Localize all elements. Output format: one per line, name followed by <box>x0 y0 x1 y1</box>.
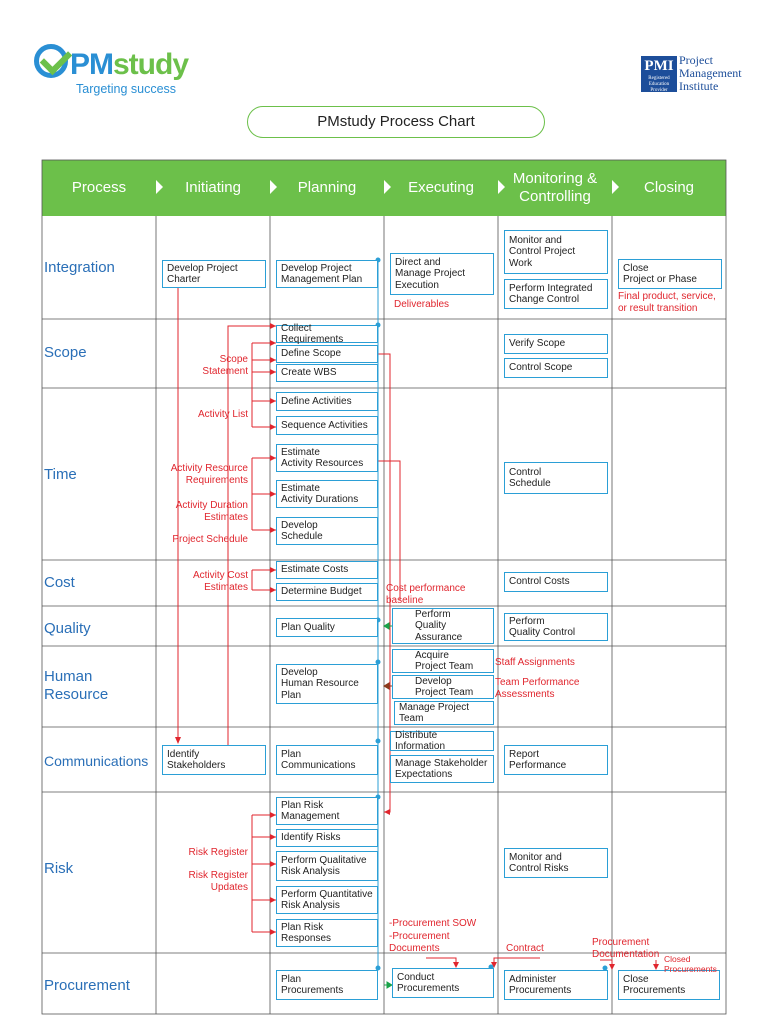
label-risk-register-updates: Risk Register Updates <box>188 870 248 893</box>
pmi-line-2: Management <box>679 66 742 80</box>
area-risk: Risk <box>44 860 74 877</box>
box-conduct-procurements: Conduct Procurements <box>392 968 494 998</box>
label-final-product: Final product, service, or result transition <box>618 291 716 314</box>
box-plan-risk-responses: Plan Risk Responses <box>276 919 378 947</box>
box-close-project: Close Project or Phase <box>618 259 722 289</box>
box-define-scope: Define Scope <box>276 345 378 363</box>
area-integration: Integration <box>44 259 115 276</box>
box-monitor-control-work: Monitor and Control Project Work <box>504 230 608 274</box>
label-procurement-sow: -Procurement SOW <box>389 918 477 929</box>
box-develop-hr-plan: Develop Human Resource Plan <box>276 664 378 704</box>
pmi-line-3: Institute <box>679 79 719 93</box>
area-cost: Cost <box>44 574 75 591</box>
label-contract: Contract <box>506 943 544 954</box>
box-verify-scope: Verify Scope <box>504 334 608 354</box>
label-cost-baseline: Cost performance baseline <box>386 583 466 606</box>
area-procurement: Procurement <box>44 977 130 994</box>
box-perform-qa: Perform Quality Assurance <box>392 608 494 644</box>
label-closed-procurements: Closed Procurements <box>664 954 717 974</box>
pmstudy-logo: PMstudy <box>70 48 189 81</box>
box-administer-procurements: Administer Procurements <box>504 970 608 1000</box>
box-distribute-info: Distribute Information <box>390 731 494 751</box>
col-header-initiating: Initiating <box>185 179 241 196</box>
box-control-costs: Control Costs <box>504 572 608 592</box>
box-identify-stakeholders: Identify Stakeholders <box>162 745 266 775</box>
col-header-planning: Planning <box>297 179 357 196</box>
box-control-scope: Control Scope <box>504 358 608 378</box>
label-procurement-documentation: Procurement Documentation <box>592 937 660 960</box>
pmi-badge-small: Registered Education Provider <box>648 76 670 93</box>
box-develop-schedule: Develop Schedule <box>276 517 378 545</box>
box-estimate-resources: Estimate Activity Resources <box>276 444 378 472</box>
label-risk-register: Risk Register <box>188 847 248 858</box>
box-plan-risk-mgmt: Plan Risk Management <box>276 797 378 825</box>
box-identify-risks: Identify Risks <box>276 829 378 847</box>
box-estimate-costs: Estimate Costs <box>276 561 378 579</box>
box-close-procurements: Close Procurements <box>618 970 720 1000</box>
label-activity-cost-est: Activity Cost Estimates <box>192 570 248 593</box>
box-determine-budget: Determine Budget <box>276 583 378 601</box>
box-estimate-durations: Estimate Activity Durations <box>276 480 378 508</box>
box-develop-team: Develop Project Team <box>392 675 494 699</box>
box-plan-procurements: Plan Procurements <box>276 970 378 1000</box>
box-control-schedule: Control Schedule <box>504 462 608 494</box>
box-define-activities: Define Activities <box>276 392 378 411</box>
label-team-performance: Team Performance Assessments <box>495 677 580 700</box>
area-time: Time <box>44 466 77 483</box>
box-perform-icc: Perform Integrated Change Control <box>504 279 608 309</box>
label-scope-statement: Scope Statement <box>202 354 248 377</box>
label-activity-resource-req: Activity Resource Requirements <box>170 463 248 486</box>
box-plan-communications: Plan Communications <box>276 745 378 775</box>
box-develop-project-charter: Develop Project Charter <box>162 260 266 288</box>
box-monitor-risks: Monitor and Control Risks <box>504 848 608 878</box>
pmi-logo-icon: PMI Registered Education Provider <box>641 56 677 92</box>
chart-title: PMstudy Process Chart <box>247 106 545 138</box>
box-collect-requirements: Collect Requirements <box>276 325 378 343</box>
box-plan-quality: Plan Quality <box>276 618 378 637</box>
area-human-resource: Human Resource <box>44 668 109 703</box>
area-scope: Scope <box>44 344 87 361</box>
col-header-closing: Closing <box>643 179 695 196</box>
area-communications: Communications <box>44 753 149 769</box>
box-qualitative: Perform Qualitative Risk Analysis <box>276 851 378 881</box>
box-manage-team: Manage Project Team <box>394 701 494 725</box>
box-report-performance: Report Performance <box>504 745 608 775</box>
box-perform-qc: Perform Quality Control <box>504 613 608 641</box>
col-header-executing: Executing <box>408 179 474 196</box>
box-quantitative: Perform Quantitative Risk Analysis <box>276 886 378 914</box>
label-activity-duration-est: Activity Duration Estimates <box>175 500 248 523</box>
box-sequence-activities: Sequence Activities <box>276 416 378 435</box>
label-activity-list: Activity List <box>197 409 248 420</box>
label-procurement-documents: -Procurement Documents <box>389 931 450 954</box>
box-develop-pm-plan: Develop Project Management Plan <box>276 260 378 288</box>
label-deliverables: Deliverables <box>394 299 450 310</box>
box-direct-manage: Direct and Manage Project Execution <box>390 253 494 295</box>
col-header-monitoring: Monitoring & Controlling <box>512 170 598 205</box>
pmstudy-tagline: Targeting success <box>76 82 177 96</box>
box-acquire-team: Acquire Project Team <box>392 649 494 673</box>
col-header-process: Process <box>71 179 127 196</box>
area-quality: Quality <box>44 620 91 637</box>
pmi-line-1: Project <box>679 53 713 67</box>
label-project-schedule: Project Schedule <box>172 534 248 545</box>
label-staff-assignments: Staff Assignments <box>495 657 575 668</box>
box-manage-stakeholder: Manage Stakeholder Expectations <box>390 755 494 783</box>
box-create-wbs: Create WBS <box>276 364 378 382</box>
